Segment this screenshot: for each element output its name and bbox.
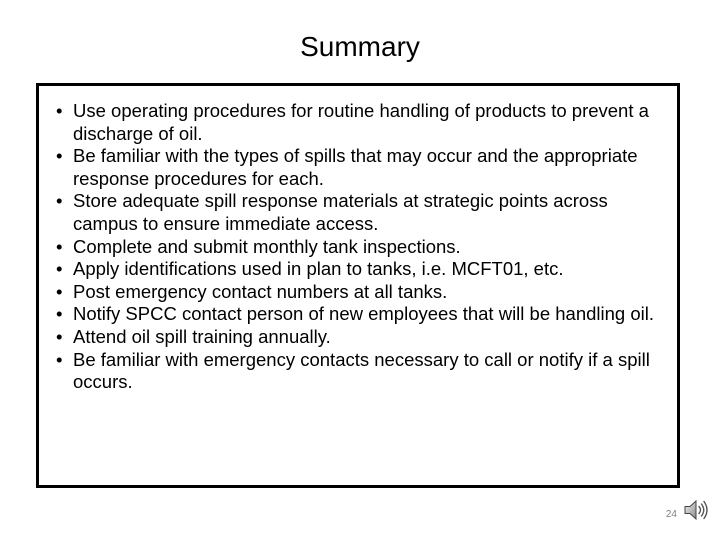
bullet-text: Be familiar with emergency contacts necessary to call or notify if a spill occurs.: [73, 348, 650, 393]
bullet-text: Use operating procedures for routine handling of products to prevent a discharge of oil.: [73, 100, 649, 144]
bullet-text: Attend oil spill training annually.: [73, 325, 331, 347]
bullet-text: Notify SPCC contact person of new employees that will be handling oil.: [73, 303, 654, 325]
slide-title: Summary: [300, 31, 420, 62]
bullet-dot: •: [56, 348, 63, 370]
bullet-list: [56, 100, 674, 394]
bullet-item: [56, 100, 674, 145]
page-number: 24: [665, 509, 677, 520]
bullet-dot: •: [56, 280, 63, 302]
bullet-item: [56, 145, 674, 190]
bullet-dot: •: [56, 303, 63, 325]
bullet-item: [56, 326, 674, 349]
speaker-icon[interactable]: [683, 497, 709, 523]
bullet-item: [56, 236, 674, 259]
bullet-item: [56, 349, 674, 394]
bullet-item: [56, 258, 674, 281]
bullet-dot: •: [56, 235, 63, 257]
bullet-item: [56, 303, 674, 326]
bullet-text: Store adequate spill response materials at strategic points across campus to ensure immediate access.: [73, 190, 608, 234]
bullet-dot: •: [56, 258, 63, 280]
bullet-dot: •: [56, 190, 63, 212]
bullet-text: Post emergency contact numbers at all tanks.: [73, 280, 448, 302]
bullet-dot: •: [56, 325, 63, 347]
bullet-item: [56, 190, 674, 235]
content-box: [36, 83, 680, 488]
bullet-text: Be familiar with the types of spills that may occur and the appropriate response procedures for each.: [73, 145, 638, 189]
bullet-dot: •: [56, 100, 63, 121]
bullet-item: [56, 281, 674, 304]
bullet-dot: •: [56, 145, 63, 167]
bullet-text: Apply identifications used in plan to tanks, i.e. MCFT01, etc.: [73, 258, 564, 280]
bullet-text: Complete and submit monthly tank inspections.: [73, 235, 461, 257]
